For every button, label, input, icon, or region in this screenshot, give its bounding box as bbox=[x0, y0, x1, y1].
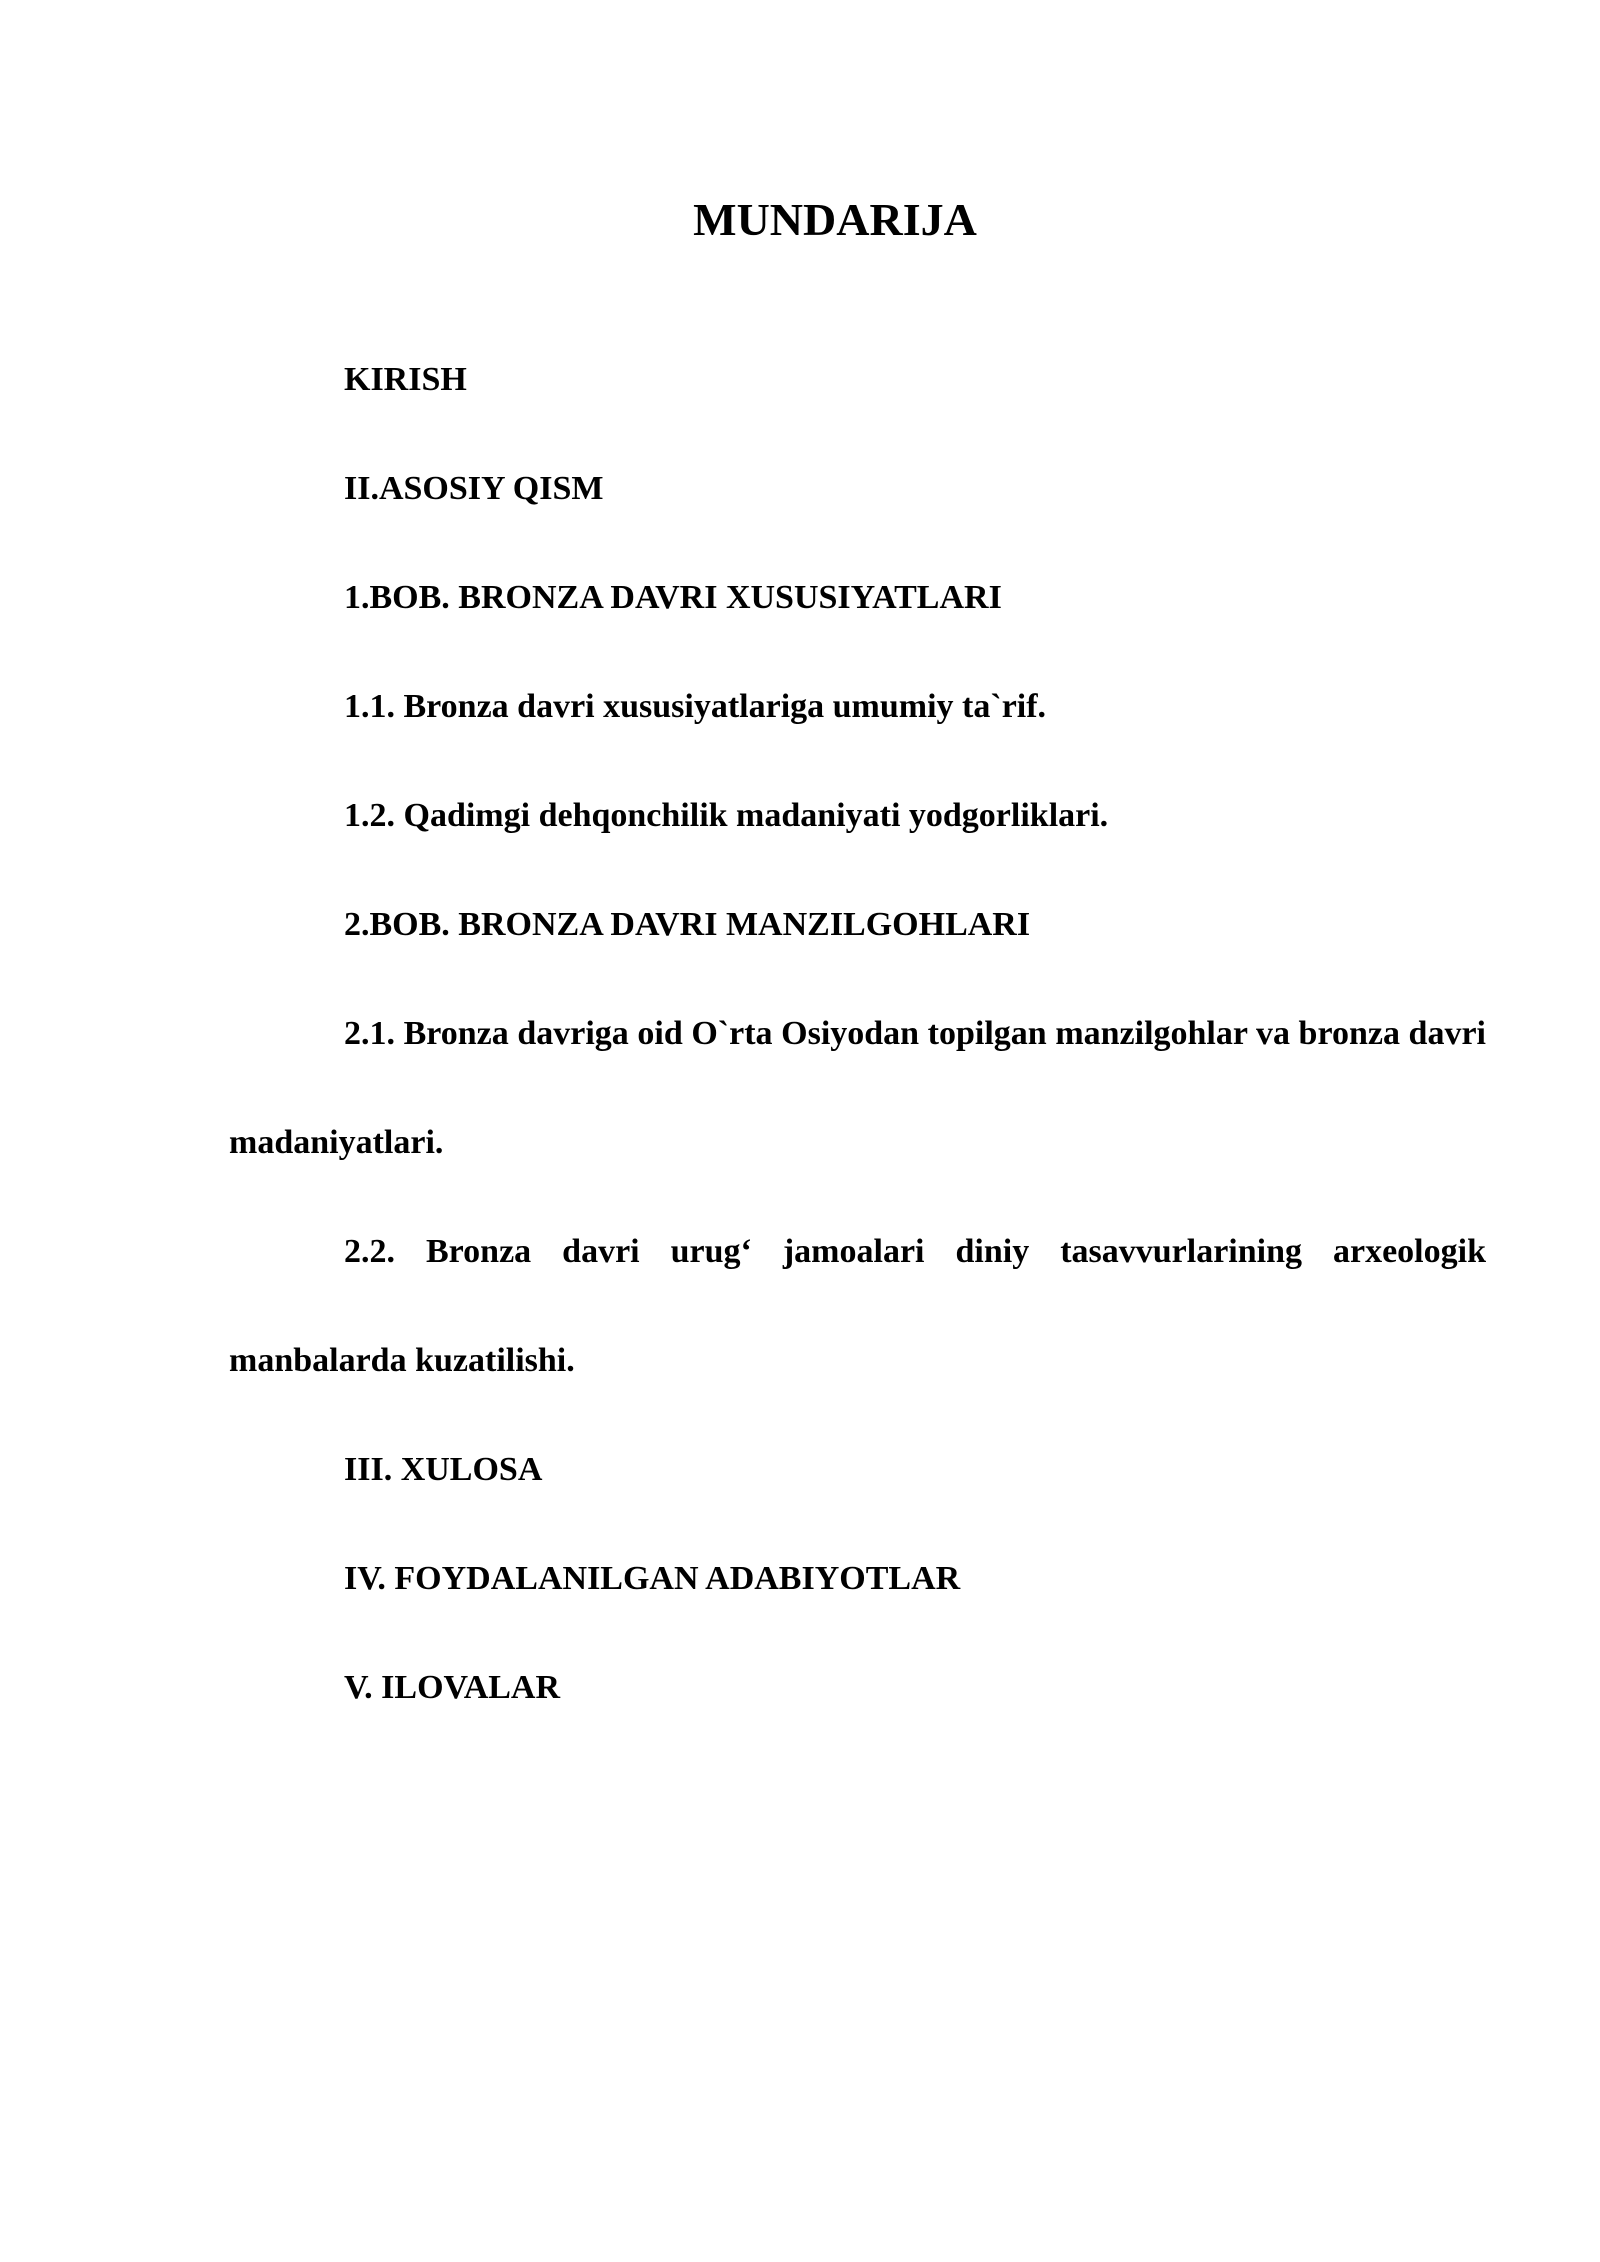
toc-item-chapter-2: 2.BOB. BRONZA DAVRI MANZILGOHLARI bbox=[344, 906, 1031, 943]
toc-item-chapter-1: 1.BOB. BRONZA DAVRI XUSUSIYATLARI bbox=[344, 579, 1002, 616]
toc-item-ilovalar: V. ILOVALAR bbox=[344, 1669, 561, 1706]
toc-item-xulosa: III. XULOSA bbox=[344, 1451, 543, 1488]
toc-item-section-2-2: 2.2. Bronza davri urug‘ jamoalari diniy tasavvurlarining arxeologik manbalarda kuzatilishi. bbox=[229, 1233, 1486, 1379]
table-of-contents bbox=[229, 325, 1486, 1742]
page-title: MUNDARIJA bbox=[693, 194, 977, 245]
toc-item-kirish: KIRISH bbox=[344, 361, 467, 398]
toc-item-asosiy-qism: II.ASOSIY QISM bbox=[344, 470, 604, 507]
toc-item-section-1-1: 1.1. Bronza davri xususiyatlariga umumiy ta`rif. bbox=[344, 688, 1047, 725]
toc-item-section-1-2: 1.2. Qadimgi dehqonchilik madaniyati yodgorliklari. bbox=[344, 797, 1109, 834]
toc-item-section-2-1: 2.1. Bronza davriga oid O`rta Osiyodan topilgan manzilgohlar va bronza davri madaniyatlari. bbox=[229, 1015, 1486, 1161]
toc-item-adabiyotlar: IV. FOYDALANILGAN ADABIYOTLAR bbox=[344, 1560, 961, 1597]
